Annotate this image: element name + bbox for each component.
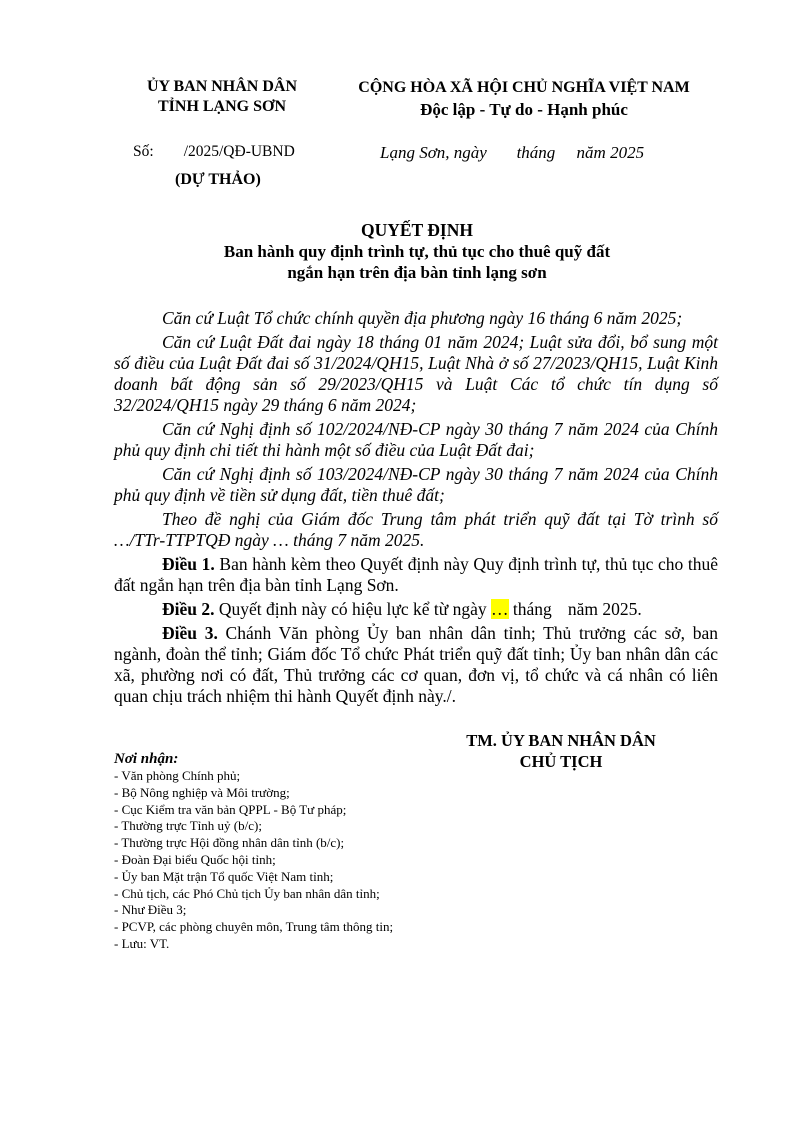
recipients-list: [114, 750, 399, 953]
preamble-paragraph: Căn cứ Luật Tổ chức chính quyền địa phương ngày 16 tháng 6 năm 2025;: [162, 308, 683, 328]
article-1-label: Điều 1.: [162, 554, 215, 574]
recipient-item: - Lưu: VT.: [114, 935, 170, 951]
recipient-item: - Như Điều 3;: [114, 902, 187, 918]
draft-label: (DỰ THẢO): [175, 171, 261, 188]
highlighted-placeholder: …: [491, 599, 509, 619]
national-motto: [322, 77, 726, 121]
article-2: [114, 599, 718, 620]
article-2-month: tháng: [512, 599, 552, 619]
preamble-paragraph: Theo đề nghị của Giám đốc Trung tâm phát triển quỹ đất tại Tờ trình số …/TTr-TTPTQĐ ngày … tháng 7 năm 2025.: [114, 509, 718, 550]
document-number-label: Số:: [133, 143, 154, 160]
recipients-heading: Nơi nhận:: [114, 751, 179, 767]
recipient-item: - Văn phòng Chính phủ;: [114, 768, 241, 783]
preamble-paragraph: Căn cứ Nghị định số 102/2024/NĐ-CP ngày 30 tháng 7 năm 2024 của Chính phủ quy định chi tiết thi hành một số điều của Luật Đất đai;: [114, 419, 718, 460]
article-3: [114, 623, 718, 707]
article-3-text: Chánh Văn phòng Ủy ban nhân dân tỉnh; Thủ trưởng các sở, ban ngành, đoàn thể tỉnh; Giám đốc Tổ chức Phát triển quỹ đất tỉnh; Ủy ban nhân dân các xã, phường nơi có đất, Thủ trưởng các cơ quan, đơn vị, tổ chức và cá nhân có liên quan chịu trách nhiệm thi hành Quyết định này./.: [114, 623, 719, 706]
decision-body: [114, 308, 718, 710]
recipient-item: - Cục Kiểm tra văn bản QPPL - Bộ Tư pháp;: [114, 801, 347, 817]
recipient-item: - Chủ tịch, các Phó Chủ tịch Ủy ban nhân dân tỉnh;: [114, 885, 380, 901]
title-line-2: Ban hành quy định trình tự, thủ tục cho thuê quỹ đất: [223, 242, 611, 261]
article-2-year: năm 2025.: [567, 599, 642, 619]
article-2-text: Quyết định này có hiệu lực kể từ ngày: [218, 599, 487, 619]
title-line-3: ngắn hạn trên địa bàn tỉnh lạng sơn: [287, 263, 547, 282]
agency-line-2: TỈNH LẠNG SƠN: [157, 98, 287, 115]
recipient-item: - PCVP, các phòng chuyên môn, Trung tâm thông tin;: [114, 919, 394, 935]
signature-line-1: TM. ỦY BAN NHÂN DÂN: [466, 731, 656, 750]
title-line-1: QUYẾT ĐỊNH: [361, 220, 473, 240]
article-2-label: Điều 2.: [162, 599, 215, 619]
article-3-label: Điều 3.: [162, 623, 218, 643]
decision-title: [112, 220, 722, 283]
document-number: [133, 143, 295, 161]
recipient-item: - Bộ Nông nghiệp và Môi trường;: [114, 784, 290, 800]
recipient-item: - Thường trực Hội đồng nhân dân tỉnh (b/c);: [114, 835, 345, 851]
place-date: Lạng Sơn, ngày tháng năm 2025: [380, 143, 645, 162]
article-1-text: Ban hành kèm theo Quyết định này Quy định trình tự, thủ tục cho thuê đất ngắn hạn trên địa bàn tỉnh Lạng Sơn.: [114, 554, 719, 595]
article-1: [114, 554, 718, 596]
signature-block: [440, 730, 682, 772]
signature-line-2: CHỦ TỊCH: [519, 752, 603, 771]
recipient-item: - Thường trực Tỉnh uỷ (b/c);: [114, 818, 262, 834]
document-number-value: /2025/QĐ-UBND: [183, 143, 295, 160]
recipient-item: - Đoàn Đại biểu Quốc hội tỉnh;: [114, 851, 276, 867]
recipient-item: - Ủy ban Mặt trận Tổ quốc Việt Nam tỉnh;: [114, 868, 334, 884]
nation-line-2: Độc lập - Tự do - Hạnh phúc: [420, 100, 628, 119]
nation-line-1: CỘNG HÒA XÃ HỘI CHỦ NGHĨA VIỆT NAM: [358, 79, 690, 96]
preamble-paragraph: Căn cứ Luật Đất đai ngày 18 tháng 01 năm 2024; Luật sửa đổi, bổ sung một số điều của Luật Đất đai số 31/2024/QH15, Luật Nhà ở số 27/2023/QH15, Luật Kinh doanh bất động sản số 29/2023/QH15 và Luật Các tổ chức tín dụng số 32/2024/QH15 ngày 29 tháng 6 năm 2024;: [114, 332, 718, 415]
agency-line-1: ỦY BAN NHÂN DÂN: [146, 78, 298, 95]
issuing-agency: [112, 77, 332, 117]
preamble-paragraph: Căn cứ Nghị định số 103/2024/NĐ-CP ngày 30 tháng 7 năm 2024 của Chính phủ quy định về tiền sử dụng đất, tiền thuê đất;: [114, 464, 718, 505]
